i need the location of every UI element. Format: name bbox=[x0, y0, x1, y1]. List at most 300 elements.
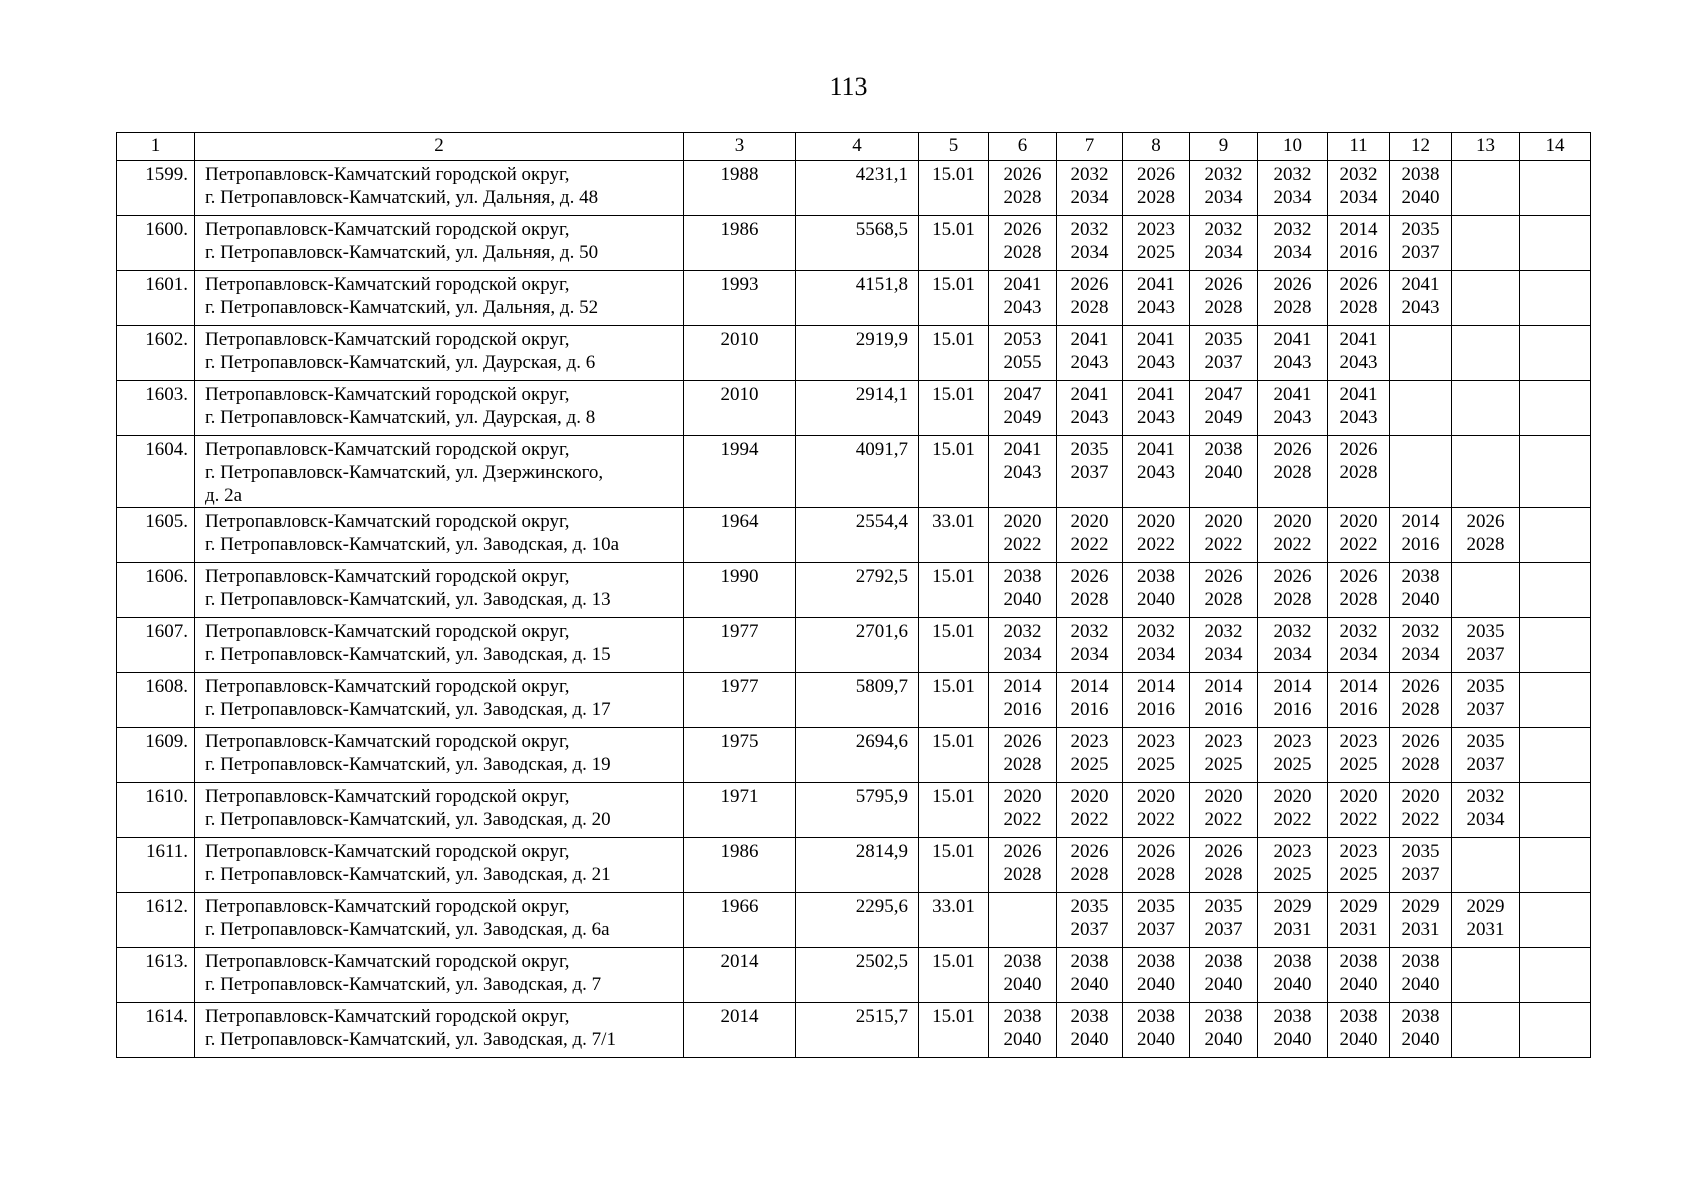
period-start: 2020 bbox=[1204, 786, 1243, 807]
period-end: 2037 bbox=[1204, 919, 1243, 940]
period-end: 2016 bbox=[1137, 699, 1175, 720]
period-end: 2034 bbox=[1273, 242, 1312, 263]
period-cell bbox=[1520, 326, 1591, 381]
period-cell bbox=[1190, 618, 1258, 673]
period-start: 2035 bbox=[1466, 731, 1505, 752]
period-cell bbox=[1390, 893, 1452, 948]
column-header: 13 bbox=[1452, 133, 1520, 161]
period-cell bbox=[1390, 1003, 1452, 1058]
table-row bbox=[117, 563, 1591, 618]
period-cell bbox=[1258, 508, 1328, 563]
period-cell bbox=[1328, 381, 1390, 436]
period-cell bbox=[1123, 618, 1190, 673]
period-end: 2016 bbox=[1003, 699, 1042, 720]
column-header: 3 bbox=[684, 133, 796, 161]
period-end: 2043 bbox=[1070, 352, 1109, 373]
period-cell bbox=[1258, 893, 1328, 948]
period-end: 2043 bbox=[1339, 407, 1378, 428]
area-cell: 2554,4 bbox=[796, 508, 919, 563]
period-end: 2025 bbox=[1137, 242, 1175, 263]
period-cell bbox=[1258, 326, 1328, 381]
row-number-cell: 1601. bbox=[117, 271, 195, 326]
period-start: 2026 bbox=[1466, 511, 1505, 532]
period-start: 2026 bbox=[1003, 731, 1042, 752]
period-end: 2034 bbox=[1204, 242, 1243, 263]
period-start: 2026 bbox=[1273, 274, 1312, 295]
period-start: 2038 bbox=[1401, 951, 1440, 972]
period-cell bbox=[1190, 381, 1258, 436]
period-end: 2028 bbox=[1401, 754, 1440, 775]
period-cell bbox=[1452, 728, 1520, 783]
period-start: 2041 bbox=[1003, 274, 1042, 295]
period-end: 2028 bbox=[1003, 864, 1042, 885]
period-end: 2028 bbox=[1273, 297, 1312, 318]
build-year-cell: 2010 bbox=[684, 326, 796, 381]
period-end: 2022 bbox=[1003, 809, 1042, 830]
period-cell bbox=[1328, 618, 1390, 673]
period-cell bbox=[1328, 948, 1390, 1003]
build-year-cell: 1988 bbox=[684, 161, 796, 216]
period-cell bbox=[1258, 271, 1328, 326]
period-end: 2025 bbox=[1070, 754, 1109, 775]
period-cell bbox=[1520, 216, 1591, 271]
period-end: 2034 bbox=[1137, 644, 1175, 665]
period-end: 2025 bbox=[1339, 864, 1378, 885]
period-end: 2022 bbox=[1070, 809, 1109, 830]
code-cell: 15.01 bbox=[919, 326, 989, 381]
period-cell bbox=[1123, 673, 1190, 728]
period-cell bbox=[1057, 783, 1123, 838]
period-end: 2034 bbox=[1070, 187, 1109, 208]
period-start: 2020 bbox=[1339, 786, 1378, 807]
period-start: 2038 bbox=[1204, 1006, 1243, 1027]
period-cell bbox=[1328, 326, 1390, 381]
period-end: 2022 bbox=[1273, 534, 1312, 555]
period-end: 2022 bbox=[1339, 809, 1378, 830]
period-cell bbox=[1328, 216, 1390, 271]
build-year-cell: 1971 bbox=[684, 783, 796, 838]
build-year-cell: 1986 bbox=[684, 216, 796, 271]
period-end: 2037 bbox=[1466, 699, 1505, 720]
period-cell bbox=[1258, 838, 1328, 893]
period-start: 2026 bbox=[1204, 566, 1243, 587]
period-start: 2032 bbox=[1204, 164, 1243, 185]
code-cell: 15.01 bbox=[919, 618, 989, 673]
period-start: 2014 bbox=[1137, 676, 1175, 697]
address-line: г. Петропавловск-Камчатский, ул. Дальняя, д. 48 bbox=[205, 187, 599, 208]
period-cell bbox=[1190, 1003, 1258, 1058]
area-cell: 2701,6 bbox=[796, 618, 919, 673]
period-start: 2032 bbox=[1273, 621, 1312, 642]
row-number-cell: 1605. bbox=[117, 508, 195, 563]
period-cell bbox=[1452, 838, 1520, 893]
housing-repair-table bbox=[116, 132, 1591, 1058]
period-cell bbox=[1190, 436, 1258, 508]
period-start: 2029 bbox=[1401, 896, 1440, 917]
address-line: г. Петропавловск-Камчатский, ул. Заводская, д. 13 bbox=[205, 589, 611, 610]
period-end: 2025 bbox=[1273, 754, 1312, 775]
period-end: 2040 bbox=[1137, 974, 1175, 995]
period-end: 2022 bbox=[1137, 809, 1175, 830]
table-row bbox=[117, 216, 1591, 271]
period-end: 2031 bbox=[1339, 919, 1378, 940]
period-end: 2034 bbox=[1273, 187, 1312, 208]
period-start: 2038 bbox=[1204, 439, 1243, 460]
period-start: 2041 bbox=[1003, 439, 1042, 460]
code-cell: 15.01 bbox=[919, 1003, 989, 1058]
period-cell bbox=[1258, 436, 1328, 508]
column-header: 9 bbox=[1190, 133, 1258, 161]
period-cell bbox=[1328, 673, 1390, 728]
period-start: 2020 bbox=[1401, 786, 1440, 807]
address-cell bbox=[195, 893, 684, 948]
period-cell bbox=[1520, 893, 1591, 948]
period-start: 2023 bbox=[1137, 731, 1175, 752]
period-cell bbox=[989, 783, 1057, 838]
address-line: г. Петропавловск-Камчатский, ул. Заводская, д. 20 bbox=[205, 809, 611, 830]
period-cell bbox=[1057, 436, 1123, 508]
period-cell bbox=[1258, 728, 1328, 783]
build-year-cell: 2014 bbox=[684, 1003, 796, 1058]
period-cell bbox=[989, 1003, 1057, 1058]
period-end: 2031 bbox=[1466, 919, 1505, 940]
period-end: 2037 bbox=[1204, 352, 1243, 373]
period-start: 2029 bbox=[1273, 896, 1312, 917]
period-start: 2032 bbox=[1070, 219, 1109, 240]
period-cell bbox=[1520, 381, 1591, 436]
period-cell bbox=[1123, 271, 1190, 326]
period-cell bbox=[1452, 436, 1520, 508]
row-number-cell: 1606. bbox=[117, 563, 195, 618]
period-cell bbox=[1190, 271, 1258, 326]
period-cell bbox=[1390, 508, 1452, 563]
period-cell bbox=[1390, 381, 1452, 436]
period-end: 2040 bbox=[1273, 974, 1312, 995]
address-cell bbox=[195, 728, 684, 783]
address-line: Петропавловск-Камчатский городской округ, bbox=[205, 786, 570, 807]
period-start: 2038 bbox=[1137, 566, 1175, 587]
period-end: 2043 bbox=[1273, 407, 1312, 428]
period-cell bbox=[1520, 728, 1591, 783]
period-cell bbox=[1520, 563, 1591, 618]
table-row bbox=[117, 728, 1591, 783]
area-cell: 4231,1 bbox=[796, 161, 919, 216]
period-start: 2035 bbox=[1204, 896, 1243, 917]
code-cell: 15.01 bbox=[919, 436, 989, 508]
code-cell: 15.01 bbox=[919, 161, 989, 216]
period-cell bbox=[1328, 563, 1390, 618]
period-cell bbox=[1258, 948, 1328, 1003]
period-end: 2022 bbox=[1137, 534, 1175, 555]
row-number-cell: 1610. bbox=[117, 783, 195, 838]
period-end: 2028 bbox=[1070, 864, 1109, 885]
period-end: 2040 bbox=[1003, 1029, 1042, 1050]
code-cell: 33.01 bbox=[919, 508, 989, 563]
period-start: 2026 bbox=[1339, 566, 1378, 587]
period-end: 2028 bbox=[1204, 864, 1243, 885]
period-cell bbox=[1258, 563, 1328, 618]
period-cell bbox=[1520, 618, 1591, 673]
period-cell bbox=[1452, 618, 1520, 673]
period-end: 2022 bbox=[1204, 534, 1243, 555]
address-line: г. Петропавловск-Камчатский, ул. Заводская, д. 7 bbox=[205, 974, 602, 995]
period-start: 2032 bbox=[1137, 621, 1175, 642]
period-cell bbox=[1057, 326, 1123, 381]
period-start: 2038 bbox=[1273, 1006, 1312, 1027]
period-cell bbox=[1258, 216, 1328, 271]
period-cell bbox=[1057, 618, 1123, 673]
period-start: 2035 bbox=[1137, 896, 1175, 917]
address-cell bbox=[195, 563, 684, 618]
column-header: 5 bbox=[919, 133, 989, 161]
period-end: 2040 bbox=[1003, 974, 1042, 995]
column-header: 4 bbox=[796, 133, 919, 161]
address-cell bbox=[195, 783, 684, 838]
period-start: 2041 bbox=[1137, 329, 1175, 350]
period-end: 2043 bbox=[1273, 352, 1312, 373]
period-cell bbox=[1390, 728, 1452, 783]
address-line: г. Петропавловск-Камчатский, ул. Заводская, д. 19 bbox=[205, 754, 611, 775]
period-start: 2038 bbox=[1401, 164, 1440, 185]
address-line: г. Петропавловск-Камчатский, ул. Дальняя, д. 52 bbox=[205, 297, 599, 318]
period-start: 2047 bbox=[1204, 384, 1243, 405]
table-row bbox=[117, 326, 1591, 381]
period-cell bbox=[1452, 893, 1520, 948]
period-end: 2037 bbox=[1466, 754, 1505, 775]
address-line: г. Петропавловск-Камчатский, ул. Заводская, д. 6а bbox=[205, 919, 610, 940]
period-end: 2034 bbox=[1339, 187, 1378, 208]
period-end: 2040 bbox=[1273, 1029, 1312, 1050]
period-end: 2034 bbox=[1466, 809, 1505, 830]
table-row bbox=[117, 948, 1591, 1003]
period-start: 2035 bbox=[1204, 329, 1243, 350]
area-cell: 2814,9 bbox=[796, 838, 919, 893]
area-cell: 2515,7 bbox=[796, 1003, 919, 1058]
period-cell bbox=[1520, 783, 1591, 838]
period-cell bbox=[989, 563, 1057, 618]
period-start: 2038 bbox=[1137, 951, 1175, 972]
period-start: 2032 bbox=[1204, 219, 1243, 240]
build-year-cell: 1977 bbox=[684, 673, 796, 728]
period-cell bbox=[1452, 673, 1520, 728]
period-start: 2020 bbox=[1070, 511, 1109, 532]
build-year-cell: 1966 bbox=[684, 893, 796, 948]
period-end: 2031 bbox=[1273, 919, 1312, 940]
table-row bbox=[117, 893, 1591, 948]
period-start: 2032 bbox=[1273, 219, 1312, 240]
period-start: 2026 bbox=[1273, 439, 1312, 460]
period-cell bbox=[1452, 563, 1520, 618]
build-year-cell: 1990 bbox=[684, 563, 796, 618]
period-start: 2041 bbox=[1339, 384, 1378, 405]
period-cell bbox=[1190, 216, 1258, 271]
period-end: 2043 bbox=[1137, 407, 1175, 428]
period-end: 2016 bbox=[1204, 699, 1243, 720]
period-end: 2034 bbox=[1070, 644, 1109, 665]
period-cell bbox=[1452, 326, 1520, 381]
period-start: 2026 bbox=[1003, 219, 1042, 240]
period-cell bbox=[1520, 838, 1591, 893]
period-start: 2020 bbox=[1137, 786, 1175, 807]
build-year-cell: 2010 bbox=[684, 381, 796, 436]
period-cell bbox=[1057, 673, 1123, 728]
period-cell bbox=[1390, 563, 1452, 618]
period-start: 2032 bbox=[1204, 621, 1243, 642]
period-cell bbox=[989, 216, 1057, 271]
period-start: 2038 bbox=[1204, 951, 1243, 972]
period-cell bbox=[1452, 783, 1520, 838]
period-end: 2034 bbox=[1401, 644, 1440, 665]
period-cell bbox=[989, 326, 1057, 381]
address-cell bbox=[195, 326, 684, 381]
row-number-cell: 1604. bbox=[117, 436, 195, 508]
period-cell bbox=[1328, 783, 1390, 838]
period-start: 2014 bbox=[1070, 676, 1109, 697]
address-line: г. Петропавловск-Камчатский, ул. Заводская, д. 17 bbox=[205, 699, 611, 720]
address-line: г. Петропавловск-Камчатский, ул. Заводская, д. 21 bbox=[205, 864, 611, 885]
area-cell: 5568,5 bbox=[796, 216, 919, 271]
period-end: 2028 bbox=[1070, 297, 1109, 318]
address-line: Петропавловск-Камчатский городской округ, bbox=[205, 1006, 570, 1027]
page-number: 113 bbox=[829, 72, 868, 101]
period-end: 2016 bbox=[1070, 699, 1109, 720]
period-cell bbox=[1390, 948, 1452, 1003]
period-start: 2023 bbox=[1137, 219, 1175, 240]
period-cell bbox=[1123, 216, 1190, 271]
period-cell bbox=[1057, 271, 1123, 326]
period-cell bbox=[1258, 1003, 1328, 1058]
area-cell: 2914,1 bbox=[796, 381, 919, 436]
period-cell bbox=[1057, 728, 1123, 783]
address-line: г. Петропавловск-Камчатский, ул. Заводская, д. 7/1 bbox=[205, 1029, 616, 1050]
period-start: 2041 bbox=[1070, 329, 1109, 350]
address-line: г. Петропавловск-Камчатский, ул. Даурская, д. 8 bbox=[205, 407, 596, 428]
period-cell bbox=[1452, 508, 1520, 563]
code-cell: 15.01 bbox=[919, 563, 989, 618]
period-end: 2037 bbox=[1401, 864, 1440, 885]
period-start: 2032 bbox=[1401, 621, 1440, 642]
period-cell bbox=[1328, 728, 1390, 783]
period-cell bbox=[989, 838, 1057, 893]
address-line: г. Петропавловск-Камчатский, ул. Заводская, д. 10а bbox=[205, 534, 620, 555]
period-end: 2022 bbox=[1003, 534, 1042, 555]
table-row bbox=[117, 436, 1591, 508]
column-header: 14 bbox=[1520, 133, 1591, 161]
period-end: 2025 bbox=[1204, 754, 1243, 775]
period-start: 2020 bbox=[1273, 511, 1312, 532]
address-cell bbox=[195, 508, 684, 563]
period-end: 2037 bbox=[1401, 242, 1440, 263]
period-start: 2035 bbox=[1070, 896, 1109, 917]
code-cell: 15.01 bbox=[919, 728, 989, 783]
address-line: Петропавловск-Камчатский городской округ, bbox=[205, 896, 570, 917]
address-line: г. Петропавловск-Камчатский, ул. Дальняя, д. 50 bbox=[205, 242, 599, 263]
row-number-cell: 1609. bbox=[117, 728, 195, 783]
period-start: 2032 bbox=[1070, 621, 1109, 642]
period-start: 2041 bbox=[1273, 329, 1312, 350]
code-cell: 33.01 bbox=[919, 893, 989, 948]
period-end: 2022 bbox=[1273, 809, 1312, 830]
period-start: 2020 bbox=[1003, 511, 1042, 532]
period-cell bbox=[989, 673, 1057, 728]
period-start: 2041 bbox=[1401, 274, 1440, 295]
address-cell bbox=[195, 673, 684, 728]
period-start: 2035 bbox=[1466, 676, 1505, 697]
area-cell: 2919,9 bbox=[796, 326, 919, 381]
period-start: 2020 bbox=[1339, 511, 1378, 532]
row-number-cell: 1608. bbox=[117, 673, 195, 728]
period-end: 2049 bbox=[1204, 407, 1243, 428]
period-cell bbox=[1057, 161, 1123, 216]
period-end: 2055 bbox=[1003, 352, 1042, 373]
period-end: 2043 bbox=[1401, 297, 1440, 318]
period-start: 2041 bbox=[1137, 384, 1175, 405]
period-cell bbox=[1123, 728, 1190, 783]
period-start: 2041 bbox=[1137, 439, 1175, 460]
period-cell bbox=[989, 436, 1057, 508]
period-start: 2038 bbox=[1070, 1006, 1109, 1027]
period-cell bbox=[1390, 216, 1452, 271]
period-start: 2020 bbox=[1273, 786, 1312, 807]
period-start: 2023 bbox=[1273, 841, 1312, 862]
period-cell bbox=[1390, 271, 1452, 326]
period-cell bbox=[1123, 783, 1190, 838]
period-end: 2022 bbox=[1401, 809, 1440, 830]
address-line: Петропавловск-Камчатский городской округ, bbox=[205, 951, 570, 972]
period-end: 2034 bbox=[1070, 242, 1109, 263]
build-year-cell: 1993 bbox=[684, 271, 796, 326]
period-cell bbox=[1258, 381, 1328, 436]
period-cell bbox=[1258, 161, 1328, 216]
period-cell bbox=[1452, 161, 1520, 216]
period-start: 2038 bbox=[1273, 951, 1312, 972]
row-number-cell: 1612. bbox=[117, 893, 195, 948]
address-cell bbox=[195, 1003, 684, 1058]
build-year-cell: 1986 bbox=[684, 838, 796, 893]
table-row bbox=[117, 1003, 1591, 1058]
code-cell: 15.01 bbox=[919, 216, 989, 271]
table-row bbox=[117, 783, 1591, 838]
period-cell bbox=[1190, 326, 1258, 381]
period-end: 2040 bbox=[1339, 974, 1378, 995]
period-end: 2028 bbox=[1466, 534, 1505, 555]
row-number-cell: 1599. bbox=[117, 161, 195, 216]
address-line: Петропавловск-Камчатский городской округ, bbox=[205, 566, 570, 587]
period-end: 2022 bbox=[1339, 534, 1378, 555]
build-year-cell: 2014 bbox=[684, 948, 796, 1003]
period-start: 2041 bbox=[1137, 274, 1175, 295]
period-cell bbox=[1258, 618, 1328, 673]
period-cell bbox=[1123, 436, 1190, 508]
period-start: 2035 bbox=[1401, 841, 1440, 862]
period-end: 2040 bbox=[1401, 1029, 1440, 1050]
build-year-cell: 1964 bbox=[684, 508, 796, 563]
period-cell bbox=[1057, 381, 1123, 436]
period-end: 2040 bbox=[1070, 1029, 1109, 1050]
period-start: 2023 bbox=[1204, 731, 1243, 752]
period-cell bbox=[989, 728, 1057, 783]
period-end: 2037 bbox=[1070, 462, 1109, 483]
period-cell bbox=[1452, 381, 1520, 436]
period-end: 2037 bbox=[1466, 644, 1505, 665]
period-end: 2034 bbox=[1204, 644, 1243, 665]
column-header: 2 bbox=[195, 133, 684, 161]
address-line: д. 2а bbox=[205, 485, 243, 506]
period-cell bbox=[1190, 161, 1258, 216]
period-cell bbox=[1123, 161, 1190, 216]
period-end: 2040 bbox=[1204, 974, 1243, 995]
period-end: 2016 bbox=[1401, 534, 1440, 555]
